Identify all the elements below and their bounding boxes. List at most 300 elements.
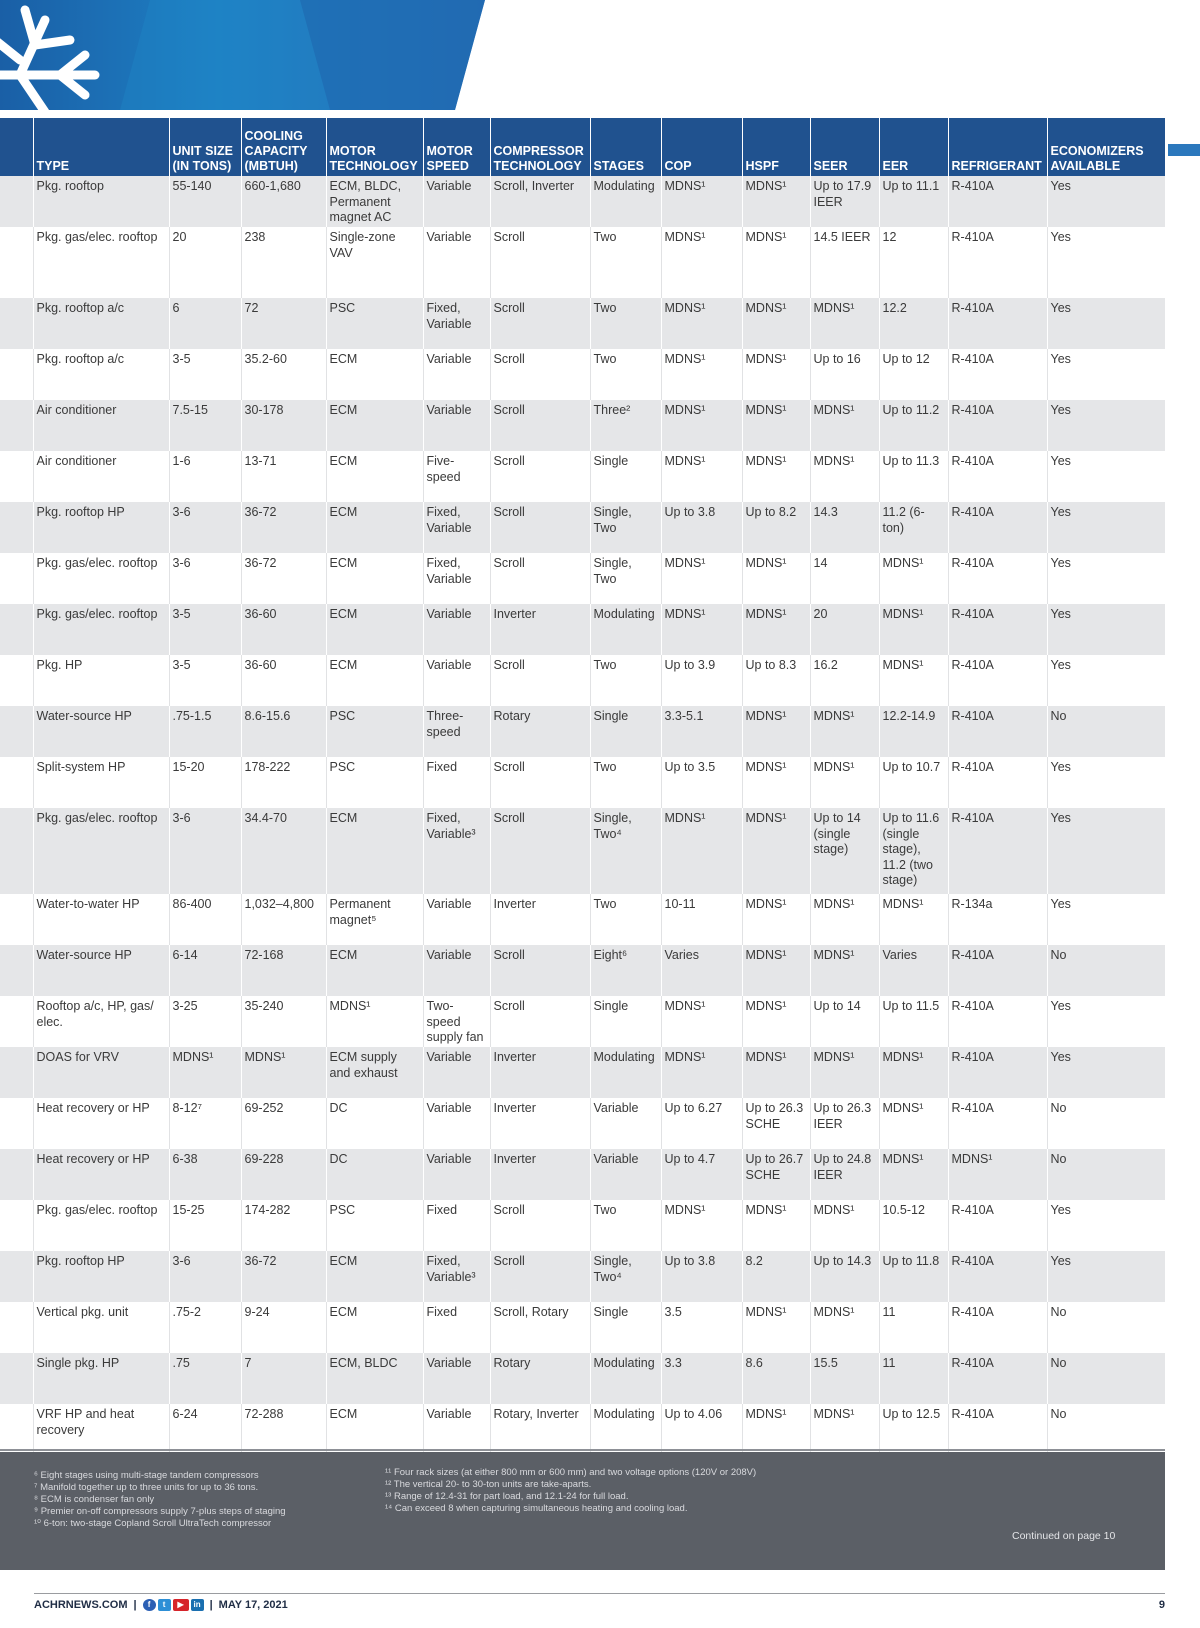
table-row — [0, 176, 1165, 227]
table-cell — [490, 945, 590, 996]
cell-text: Variable — [426, 403, 472, 417]
table-cell — [810, 227, 879, 298]
table-cell — [326, 1302, 423, 1353]
cell-text: Single — [593, 999, 629, 1013]
cell-text: MDNS¹ — [813, 709, 855, 723]
table-row — [0, 1098, 1165, 1149]
linkedin-icon[interactable]: in — [191, 1599, 204, 1611]
table-cell — [241, 227, 326, 298]
cell-text: 72-168 — [244, 948, 284, 962]
table-cell — [241, 945, 326, 996]
cell-text: Up to 11.3 — [882, 454, 940, 468]
table-cell — [1047, 996, 1165, 1047]
table-cell — [326, 553, 423, 604]
cell-text: Scroll — [493, 454, 525, 468]
table-cell — [661, 400, 742, 451]
cell-text: Two-speed supply fan — [426, 999, 484, 1044]
cell-text: PSC — [329, 1203, 356, 1217]
cell-text: Modulating — [593, 179, 655, 193]
table-cell — [0, 945, 33, 996]
table-cell — [1047, 757, 1165, 808]
cell-text: Modulating — [593, 1407, 655, 1421]
table-cell — [169, 1098, 241, 1149]
table-header-row — [0, 118, 1165, 176]
cell-text: Two — [593, 301, 617, 315]
table-cell — [742, 604, 810, 655]
cell-text: MDNS¹ — [745, 301, 787, 315]
table-cell — [169, 227, 241, 298]
table-cell — [0, 227, 33, 298]
table-cell — [810, 1149, 879, 1200]
table-cell — [590, 502, 661, 553]
continued-note: Continued on page 10 — [1012, 1530, 1116, 1542]
cell-text: Pkg. gas/elec. rooftop — [36, 230, 158, 244]
table-cell — [490, 1149, 590, 1200]
table-cell — [490, 757, 590, 808]
column-header: REFRIGERANT — [948, 118, 1047, 176]
cell-text: R-410A — [951, 1203, 994, 1217]
table-cell — [810, 298, 879, 349]
table-cell — [742, 808, 810, 894]
table-cell — [241, 349, 326, 400]
table-cell — [742, 400, 810, 451]
table-cell — [661, 1251, 742, 1302]
table-cell — [0, 1047, 33, 1098]
table-row — [0, 706, 1165, 757]
table-cell — [490, 1098, 590, 1149]
cell-text: Up to 14.3 — [813, 1254, 872, 1268]
table-cell — [423, 451, 490, 502]
cell-text: Fixed — [426, 760, 458, 774]
cell-text: MDNS¹ — [813, 454, 855, 468]
cell-text: MDNS¹ — [745, 999, 787, 1013]
cell-text: Variable — [426, 658, 472, 672]
cell-text: Variable — [426, 352, 472, 366]
table-cell — [423, 945, 490, 996]
cell-text: Two — [593, 1203, 617, 1217]
footer-separator: | — [133, 1599, 137, 1611]
cell-text: Rooftop a/c, HP, gas/ elec. — [36, 999, 154, 1029]
table-cell — [490, 176, 590, 227]
cell-text: 36-72 — [244, 505, 277, 519]
table-cell — [241, 1251, 326, 1302]
cell-text: Up to 26.3 IEER — [813, 1101, 872, 1131]
table-cell — [590, 176, 661, 227]
table-cell — [948, 400, 1047, 451]
table-cell — [879, 706, 948, 757]
table-cell — [326, 604, 423, 655]
cell-text: MDNS¹ — [664, 556, 706, 570]
table-cell — [490, 1353, 590, 1404]
cell-text: No — [1050, 1152, 1067, 1166]
twitter-icon[interactable]: t — [158, 1599, 171, 1611]
table-cell — [879, 451, 948, 502]
table-cell — [948, 996, 1047, 1047]
cell-text: Three- speed — [426, 709, 464, 739]
table-cell — [169, 349, 241, 400]
cell-text: R-410A — [951, 948, 994, 962]
cell-text: MDNS¹ — [745, 607, 787, 621]
table-cell — [490, 808, 590, 894]
cell-text: Water-to-water HP — [36, 897, 140, 911]
cell-text: MDNS¹ — [664, 1203, 706, 1217]
cell-text: Up to 11.8 — [882, 1254, 940, 1268]
table-cell — [661, 349, 742, 400]
cell-text: Single — [593, 709, 629, 723]
cell-text: Up to 11.6 (single stage), 11.2 (two stage) — [882, 811, 940, 887]
table-cell — [0, 553, 33, 604]
table-cell — [0, 604, 33, 655]
table-row — [0, 227, 1165, 298]
cell-text: Pkg. HP — [36, 658, 83, 672]
table-cell — [326, 1404, 423, 1455]
cell-text: Yes — [1050, 607, 1071, 621]
table-cell — [742, 502, 810, 553]
cell-text: 660-1,680 — [244, 179, 301, 193]
table-row — [0, 945, 1165, 996]
table-cell — [879, 1404, 948, 1455]
column-header — [0, 118, 33, 176]
table-cell — [33, 894, 169, 945]
table-cell — [0, 655, 33, 706]
table-cell — [326, 298, 423, 349]
cell-text: Fixed, Variable — [426, 556, 472, 586]
cell-text: Up to 3.8 — [664, 505, 716, 519]
table-cell — [241, 1047, 326, 1098]
table-cell — [169, 996, 241, 1047]
table-cell — [661, 176, 742, 227]
cell-text: 30-178 — [244, 403, 284, 417]
table-cell — [1047, 1098, 1165, 1149]
table-cell — [169, 451, 241, 502]
cell-text: Air conditioner — [36, 454, 117, 468]
cell-text: R-410A — [951, 1101, 994, 1115]
cell-text: .75-2 — [172, 1305, 201, 1319]
table-cell — [948, 945, 1047, 996]
cell-text: Up to 11.5 — [882, 999, 940, 1013]
table-cell — [169, 1047, 241, 1098]
table-cell — [0, 298, 33, 349]
table-row — [0, 894, 1165, 945]
cell-text: PSC — [329, 760, 356, 774]
table-cell — [948, 176, 1047, 227]
table-cell — [810, 1302, 879, 1353]
cell-text: MDNS¹ — [664, 999, 706, 1013]
table-cell — [490, 400, 590, 451]
table-cell — [948, 553, 1047, 604]
table-cell — [490, 227, 590, 298]
table-cell — [326, 894, 423, 945]
table-cell — [879, 808, 948, 894]
table-cell — [742, 553, 810, 604]
table-cell — [241, 604, 326, 655]
cell-text: MDNS¹ — [745, 179, 787, 193]
cell-text: MDNS¹ — [745, 1203, 787, 1217]
cell-text: MDNS¹ — [745, 811, 787, 825]
table-cell — [879, 553, 948, 604]
cell-text: 10.5-12 — [882, 1203, 925, 1217]
column-header: MOTOR TECHNOLOGY — [326, 118, 423, 176]
cell-text: R-410A — [951, 230, 994, 244]
cell-text: ECM — [329, 1254, 358, 1268]
table-cell — [879, 1098, 948, 1149]
table-cell — [590, 298, 661, 349]
cell-text: Inverter — [493, 607, 536, 621]
cell-text: Yes — [1050, 230, 1071, 244]
cell-text: No — [1050, 1305, 1067, 1319]
table-cell — [326, 349, 423, 400]
cell-text: Fixed — [426, 1305, 458, 1319]
table-cell — [810, 1047, 879, 1098]
cell-text: ECM, BLDC — [329, 1356, 398, 1370]
site-link[interactable]: ACHRNEWS.COM — [34, 1599, 128, 1611]
cell-text: Yes — [1050, 1050, 1071, 1064]
cell-text: 14.3 — [813, 505, 838, 519]
table-cell — [1047, 553, 1165, 604]
cell-text: 14.5 IEER — [813, 230, 871, 244]
table-cell — [423, 400, 490, 451]
cell-text: DC — [329, 1101, 348, 1115]
table-cell — [0, 349, 33, 400]
cell-text: Single, Two — [593, 505, 632, 535]
footer-separator: | — [209, 1599, 213, 1611]
cell-text: 20 — [172, 230, 187, 244]
cell-text: MDNS¹ — [813, 403, 855, 417]
table-cell — [590, 706, 661, 757]
table-cell — [33, 1404, 169, 1455]
table-cell — [810, 176, 879, 227]
table-cell — [661, 451, 742, 502]
cell-text: Two — [593, 658, 617, 672]
table-cell — [742, 1149, 810, 1200]
table-cell — [948, 604, 1047, 655]
cell-text: MDNS¹ — [745, 556, 787, 570]
cell-text: MDNS¹ — [951, 1152, 993, 1166]
cell-text: MDNS¹ — [882, 1101, 924, 1115]
cell-text: Variable — [426, 897, 472, 911]
cell-text: PSC — [329, 301, 356, 315]
table-cell — [742, 1302, 810, 1353]
column-header: ECONOMIZERS AVAILABLE — [1047, 118, 1165, 176]
table-cell — [423, 996, 490, 1047]
table-cell — [241, 1098, 326, 1149]
table-cell — [241, 400, 326, 451]
cell-text: Scroll — [493, 811, 525, 825]
table-cell — [0, 176, 33, 227]
table-cell — [33, 502, 169, 553]
table-cell — [879, 1302, 948, 1353]
cell-text: 11 — [882, 1305, 896, 1319]
table-cell — [33, 176, 169, 227]
column-header: COMPRESSOR TECHNOLOGY — [490, 118, 590, 176]
cell-text: Yes — [1050, 179, 1071, 193]
table-cell — [33, 1149, 169, 1200]
cell-text: Scroll — [493, 760, 525, 774]
table-cell — [169, 1149, 241, 1200]
table-cell — [0, 1404, 33, 1455]
table-cell — [879, 945, 948, 996]
cell-text: ECM — [329, 403, 358, 417]
cell-text: 11 — [882, 1356, 896, 1370]
cell-text: R-410A — [951, 658, 994, 672]
table-cell — [423, 502, 490, 553]
table-cell — [879, 1251, 948, 1302]
cell-text: 3-5 — [172, 352, 191, 366]
table-cell — [1047, 1302, 1165, 1353]
table-cell — [810, 706, 879, 757]
table-cell — [490, 604, 590, 655]
cell-text: Five-speed — [426, 454, 461, 484]
table-cell — [169, 655, 241, 706]
table-cell — [879, 604, 948, 655]
table-cell — [33, 655, 169, 706]
table-cell — [661, 1353, 742, 1404]
table-cell — [0, 706, 33, 757]
table-cell — [490, 553, 590, 604]
table-row — [0, 553, 1165, 604]
table-row — [0, 1047, 1165, 1098]
cell-text: Pkg. rooftop — [36, 179, 104, 193]
table-cell — [742, 655, 810, 706]
cell-text: 238 — [244, 230, 266, 244]
cell-text: MDNS¹ — [813, 760, 855, 774]
table-cell — [490, 1047, 590, 1098]
cell-text: R-410A — [951, 811, 994, 825]
cell-text: ECM — [329, 505, 358, 519]
cell-text: MDNS¹ — [813, 1050, 855, 1064]
cell-text: Varies — [664, 948, 700, 962]
table-cell — [948, 808, 1047, 894]
cell-text: Scroll — [493, 403, 525, 417]
table-cell — [742, 1404, 810, 1455]
table-cell — [661, 945, 742, 996]
table-cell — [948, 1302, 1047, 1353]
facebook-icon[interactable]: f — [143, 1599, 156, 1611]
table-cell — [33, 227, 169, 298]
table-cell — [590, 894, 661, 945]
cell-text: Scroll — [493, 556, 525, 570]
table-cell — [1047, 945, 1165, 996]
table-cell — [169, 808, 241, 894]
table-cell — [423, 894, 490, 945]
table-cell — [0, 757, 33, 808]
cell-text: Pkg. rooftop HP — [36, 505, 125, 519]
cell-text: Scroll — [493, 352, 525, 366]
cell-text: Heat recovery or HP — [36, 1152, 150, 1166]
table-cell — [490, 502, 590, 553]
table-cell — [1047, 1251, 1165, 1302]
table-cell — [326, 176, 423, 227]
table-cell — [590, 1149, 661, 1200]
cell-text: MDNS¹ — [664, 179, 706, 193]
cell-text: 35.2-60 — [244, 352, 287, 366]
footnote: ⁷ Manifold together up to three units for up to 36 tons. — [34, 1482, 259, 1493]
table-cell — [490, 1251, 590, 1302]
table-cell — [661, 1404, 742, 1455]
cell-text: R-410A — [951, 999, 994, 1013]
table-cell — [0, 808, 33, 894]
cell-text: Two — [593, 897, 617, 911]
table-cell — [590, 1404, 661, 1455]
cell-text: 13-71 — [244, 454, 277, 468]
column-header: COOLING CAPACITY (MBTUH) — [241, 118, 326, 176]
table-cell — [33, 349, 169, 400]
cell-text: Yes — [1050, 897, 1071, 911]
cell-text: .75-1.5 — [172, 709, 212, 723]
table-cell — [241, 757, 326, 808]
cell-text: 34.4-70 — [244, 811, 287, 825]
table-cell — [423, 1098, 490, 1149]
table-row — [0, 1404, 1165, 1455]
cell-text: Modulating — [593, 607, 655, 621]
table-cell — [0, 1200, 33, 1251]
column-header: SEER — [810, 118, 879, 176]
table-cell — [742, 996, 810, 1047]
table-cell — [423, 604, 490, 655]
table-cell — [423, 1251, 490, 1302]
table-cell — [1047, 298, 1165, 349]
cell-text: MDNS¹ — [745, 709, 787, 723]
cell-text: DOAS for VRV — [36, 1050, 119, 1064]
cell-text: ECM — [329, 454, 358, 468]
table-cell — [0, 1149, 33, 1200]
table-cell — [241, 808, 326, 894]
table-cell — [810, 1404, 879, 1455]
cell-text: 3-6 — [172, 556, 191, 570]
table-cell — [879, 655, 948, 706]
table-cell — [742, 1098, 810, 1149]
cell-text: Variable — [593, 1101, 639, 1115]
cell-text: Inverter — [493, 1101, 536, 1115]
table-cell — [810, 757, 879, 808]
table-cell — [661, 808, 742, 894]
cell-text: R-410A — [951, 709, 994, 723]
table-cell — [590, 996, 661, 1047]
cell-text: MDNS¹ — [882, 556, 924, 570]
cell-text: Single, Two⁴ — [593, 811, 632, 841]
cell-text: Up to 14 (single stage) — [813, 811, 861, 856]
cell-text: No — [1050, 709, 1067, 723]
footer-rule — [34, 1593, 1165, 1594]
cell-text: 36-72 — [244, 556, 277, 570]
cell-text: R-134a — [951, 897, 993, 911]
table-row — [0, 655, 1165, 706]
table-row — [0, 1149, 1165, 1200]
table-cell — [33, 808, 169, 894]
table-cell — [241, 1200, 326, 1251]
table-cell — [1047, 706, 1165, 757]
cell-text: 15-25 — [172, 1203, 205, 1217]
cell-text: Yes — [1050, 1203, 1071, 1217]
footnote: ¹⁰ 6-ton: two-stage Copland Scroll UltraTech compressor — [34, 1518, 272, 1529]
table-cell — [423, 227, 490, 298]
table-cell — [0, 1251, 33, 1302]
table-cell — [0, 996, 33, 1047]
cell-text: 3.3 — [664, 1356, 682, 1370]
cell-text: Up to 3.5 — [664, 760, 716, 774]
cell-text: R-410A — [951, 1254, 994, 1268]
table-cell — [661, 1200, 742, 1251]
cell-text: 69-252 — [244, 1101, 284, 1115]
column-header: EER — [879, 118, 948, 176]
cell-text: Fixed, Variable — [426, 505, 472, 535]
cell-text: Rotary — [493, 709, 531, 723]
cell-text: Rotary, Inverter — [493, 1407, 579, 1421]
cell-text: Up to 4.06 — [664, 1407, 723, 1421]
youtube-icon[interactable]: ▶ — [173, 1599, 189, 1611]
table-cell — [1047, 1353, 1165, 1404]
cell-text: Pkg. gas/elec. rooftop — [36, 607, 158, 621]
